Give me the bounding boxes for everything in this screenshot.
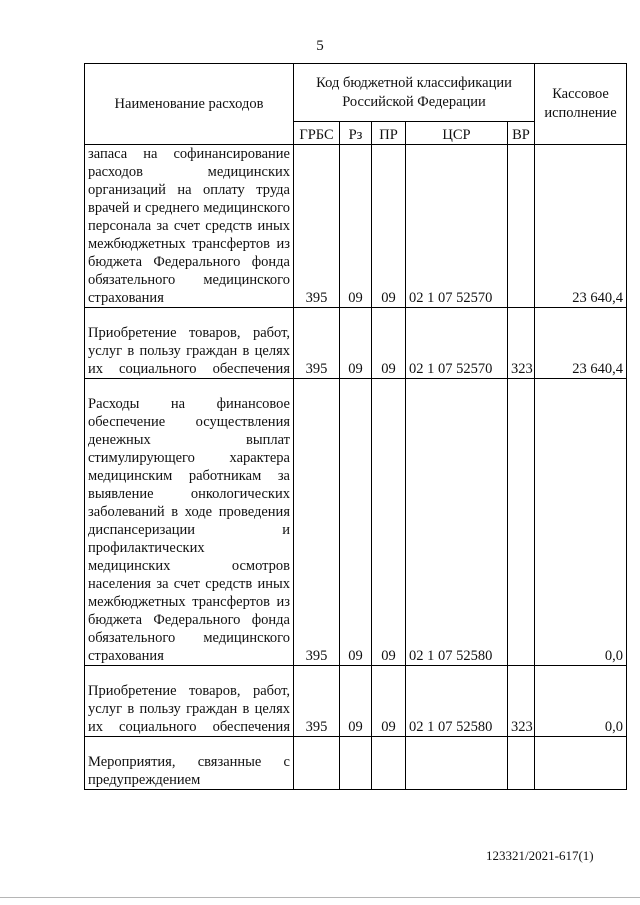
- row-csr: 02 1 07 52580: [406, 666, 508, 737]
- row-cash: 23 640,4: [535, 308, 627, 379]
- header-code-group: Код бюджетной классификации Российской Федерации: [294, 64, 535, 122]
- row-cash: 0,0: [535, 666, 627, 737]
- document-code: 123321/2021-617(1): [486, 848, 594, 863]
- row-name: Приобретение товаров, работ, услуг в пользу граждан в целях их социального обеспечения: [85, 666, 294, 737]
- header-rz: Рз: [340, 122, 372, 145]
- header-name: Наименование расходов: [85, 64, 294, 145]
- header-row: [85, 64, 627, 122]
- row-grbs: 395: [294, 145, 340, 308]
- row-pr: 09: [372, 145, 406, 308]
- row-grbs: 395: [294, 308, 340, 379]
- row-pr: 09: [372, 379, 406, 666]
- table-row: [85, 145, 627, 308]
- table-row: [85, 308, 627, 379]
- row-rz: 09: [340, 666, 372, 737]
- row-vr: 323: [508, 666, 535, 737]
- row-csr: 02 1 07 52570: [406, 308, 508, 379]
- row-pr: [372, 737, 406, 790]
- row-vr: [508, 737, 535, 790]
- row-grbs: [294, 737, 340, 790]
- page-number: 5: [316, 38, 324, 54]
- header-cash: Кассовое исполнение: [535, 64, 627, 145]
- row-name: Расходы на финансовое обеспечение осуществления денежных выплат стимулирующего характера медицинским работникам за выявление онкологических заболеваний в ходе проведения диспансеризации и профилактических медицинских осмотров населения за счет средств иных межбюджетных трансфертов из бюджета Федерального фонда обязательного медицинского страхования: [85, 379, 294, 666]
- table-row: [85, 379, 627, 666]
- row-grbs: 395: [294, 666, 340, 737]
- header-grbs: ГРБС: [294, 122, 340, 145]
- header-csr: ЦСР: [406, 122, 508, 145]
- row-name: Мероприятия, связанные с предупреждением: [85, 737, 294, 790]
- row-pr: 09: [372, 666, 406, 737]
- row-name: запаса на софинансирование расходов медицинских организаций на оплату труда врачей и среднего медицинского персонала за счет средств иных межбюджетных трансфертов из бюджета Федерального фонда обязательного медицинского страхования: [85, 145, 294, 308]
- row-vr: 323: [508, 308, 535, 379]
- table-row: [85, 666, 627, 737]
- table-row: [85, 737, 627, 790]
- row-rz: [340, 737, 372, 790]
- scan-edge-line: [0, 897, 640, 898]
- header-pr: ПР: [372, 122, 406, 145]
- row-name: Приобретение товаров, работ, услуг в пользу граждан в целях их социального обеспечения: [85, 308, 294, 379]
- row-pr: 09: [372, 308, 406, 379]
- row-csr: [406, 737, 508, 790]
- row-rz: 09: [340, 308, 372, 379]
- row-cash: 23 640,4: [535, 145, 627, 308]
- budget-table: [84, 63, 627, 790]
- row-cash: 0,0: [535, 379, 627, 666]
- row-vr: [508, 379, 535, 666]
- row-grbs: 395: [294, 379, 340, 666]
- row-cash: [535, 737, 627, 790]
- header-vr: ВР: [508, 122, 535, 145]
- row-vr: [508, 145, 535, 308]
- row-rz: 09: [340, 379, 372, 666]
- row-csr: 02 1 07 52580: [406, 379, 508, 666]
- row-csr: 02 1 07 52570: [406, 145, 508, 308]
- row-rz: 09: [340, 145, 372, 308]
